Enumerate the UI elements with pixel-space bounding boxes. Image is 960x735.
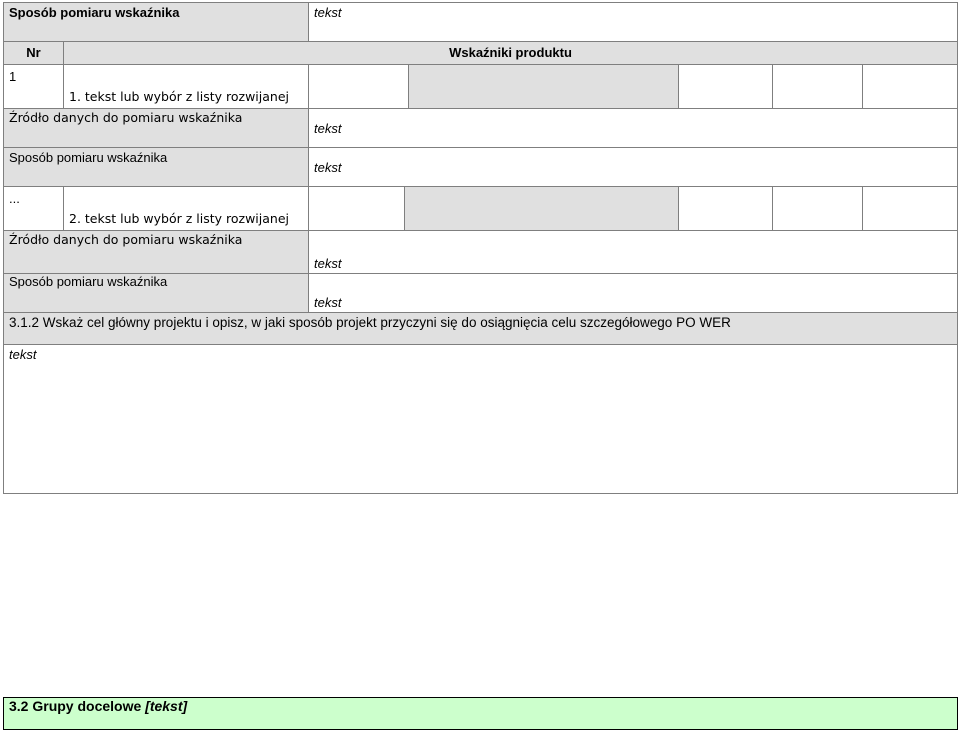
section-312-body[interactable]	[3, 344, 958, 494]
section-32-title	[3, 697, 958, 730]
indicator-2-source-value[interactable]	[308, 230, 958, 274]
indicator-1-number-text: 1	[9, 69, 17, 84]
indicator-2-method-label-text: Sposób pomiaru wskaźnika	[9, 274, 168, 289]
indicator-1-number	[3, 64, 64, 109]
indicator-1-value-d[interactable]	[772, 64, 863, 109]
indicator-1-value-e[interactable]	[862, 64, 958, 109]
top-method-label	[3, 2, 309, 42]
top-method-value[interactable]	[308, 2, 958, 42]
indicator-1-method-label-text: Sposób pomiaru wskaźnika	[9, 150, 168, 165]
header-nr	[3, 41, 64, 65]
indicator-2-name[interactable]	[63, 186, 309, 231]
indicator-1-method-label	[3, 147, 309, 187]
section-312-title-text: 3.1.2 Wskaż cel główny projektu i opisz, w jaki sposób projekt przyczyni się do osiągnięcia celu szczegółowego PO WER	[9, 315, 731, 330]
indicator-2-value-d[interactable]	[772, 186, 863, 231]
section-32-title-italic: [tekst]	[145, 698, 188, 714]
indicator-1-source-value-text: tekst	[314, 121, 342, 136]
header-nr-text: Nr	[26, 45, 41, 60]
header-title-text: Wskaźniki produktu	[449, 45, 572, 60]
indicator-1-source-label-text: Źródło danych do pomiaru wskaźnika	[9, 110, 243, 125]
indicator-1-source-value[interactable]	[308, 108, 958, 148]
indicator-1-name[interactable]	[63, 64, 309, 109]
section-32-title-text: 3.2 Grupy docelowe	[9, 698, 146, 714]
indicator-2-source-label	[3, 230, 309, 274]
indicator-2-value-b[interactable]	[404, 186, 679, 231]
indicator-2-name-text: 2. tekst lub wybór z listy rozwijanej	[69, 211, 289, 226]
indicator-1-method-value[interactable]	[308, 147, 958, 187]
indicator-2-method-label	[3, 273, 309, 313]
indicator-1-value-a[interactable]	[308, 64, 409, 109]
indicator-2-number-text: ...	[9, 191, 20, 206]
top-method-value-text: tekst	[314, 5, 342, 20]
indicator-1-value-b[interactable]	[408, 64, 679, 109]
indicator-1-value-c[interactable]	[678, 64, 773, 109]
indicator-2-value-a[interactable]	[308, 186, 405, 231]
header-title	[63, 41, 958, 65]
indicator-2-method-value[interactable]	[308, 273, 958, 313]
top-method-label-text: Sposób pomiaru wskaźnika	[9, 5, 180, 20]
indicator-2-number	[3, 186, 64, 231]
indicator-2-source-value-text: tekst	[314, 256, 342, 271]
indicator-2-value-c[interactable]	[678, 186, 773, 231]
indicator-2-source-label-text: Źródło danych do pomiaru wskaźnika	[9, 232, 243, 247]
indicator-2-method-value-text: tekst	[314, 295, 342, 310]
indicator-1-name-text: 1. tekst lub wybór z listy rozwijanej	[69, 89, 289, 104]
section-312-title	[3, 312, 958, 345]
section-312-body-text: tekst	[9, 347, 37, 362]
indicator-1-source-label	[3, 108, 309, 148]
indicator-1-method-value-text: tekst	[314, 160, 342, 175]
indicator-2-value-e[interactable]	[862, 186, 958, 231]
